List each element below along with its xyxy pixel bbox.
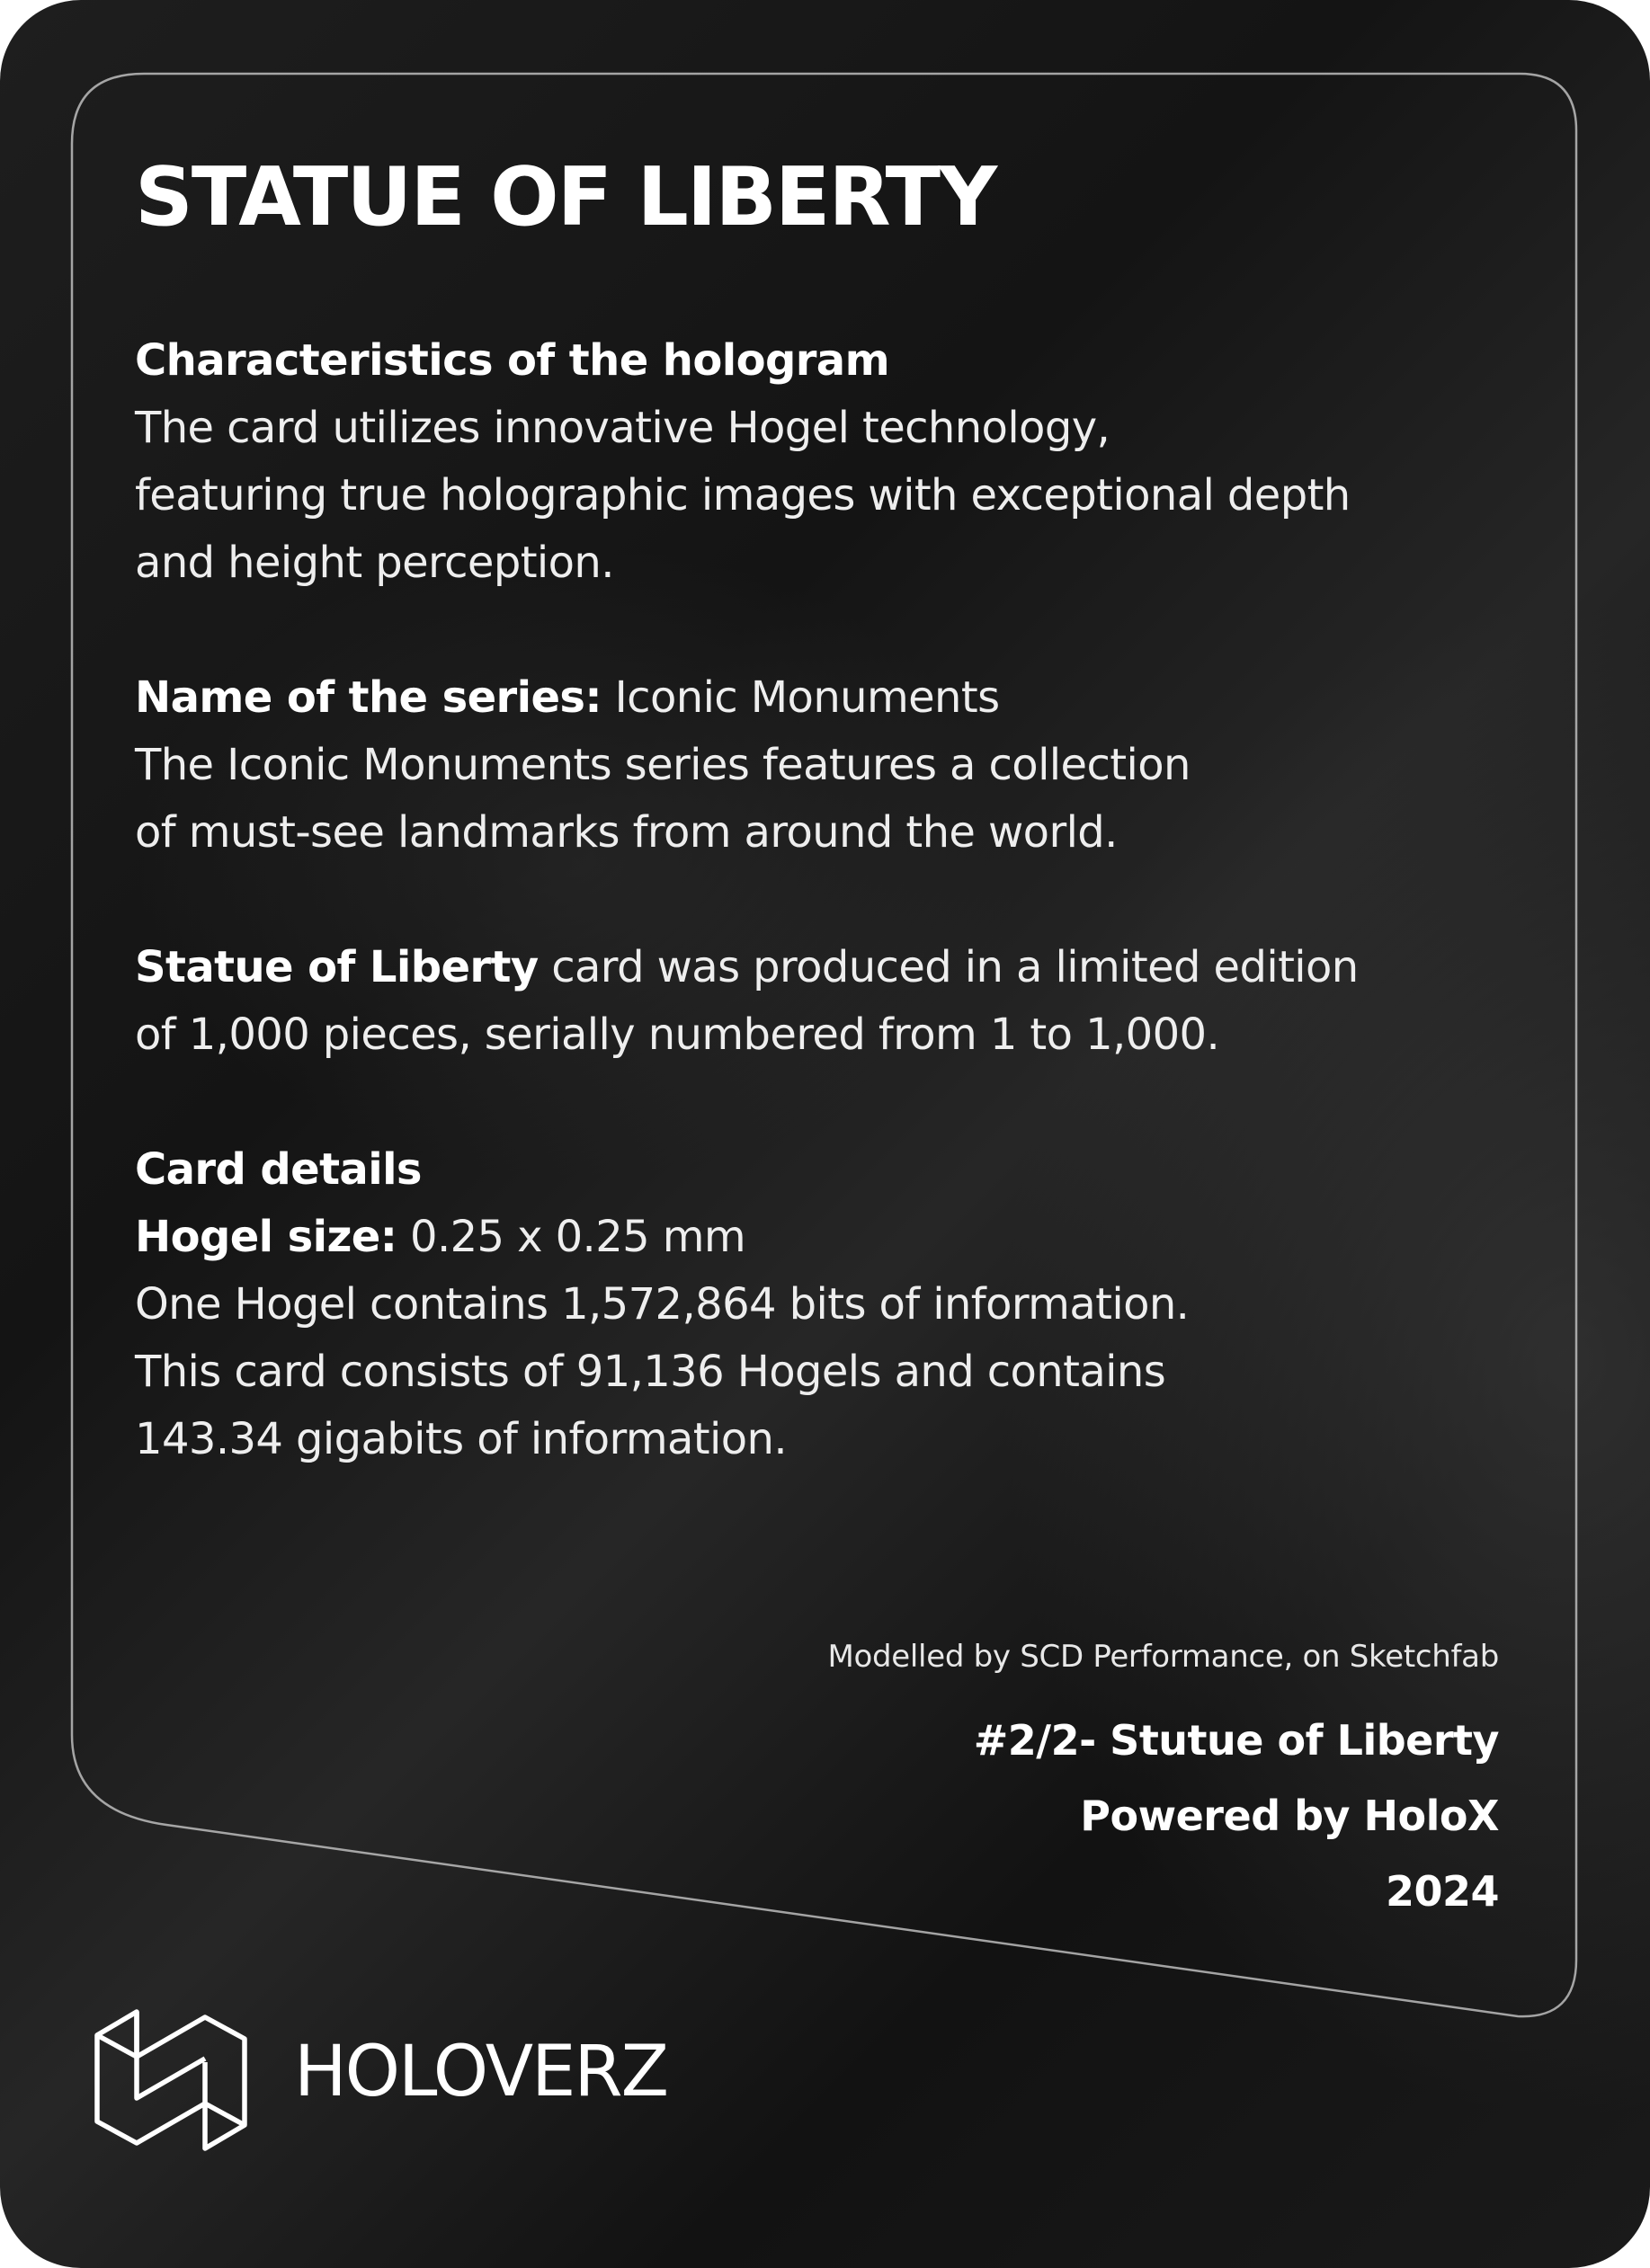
hologram-line: The card utilizes innovative Hogel technology, bbox=[135, 403, 1110, 453]
hogel-size-row bbox=[135, 1204, 1484, 1271]
hologram-line: and height perception. bbox=[135, 538, 614, 588]
details-line: 143.34 gigabits of information. bbox=[135, 1414, 788, 1464]
hologram-heading: Characteristics of the hologram bbox=[135, 335, 890, 386]
series-label: Name of the series: bbox=[135, 672, 602, 723]
edition-text: card was produced in a limited edition bbox=[538, 942, 1359, 992]
details-heading: Card details bbox=[135, 1144, 422, 1195]
year-text: 2024 bbox=[1385, 1867, 1499, 1916]
series-name-row bbox=[135, 664, 1484, 732]
card-description bbox=[135, 327, 1484, 1473]
hogel-size-value: 0.25 x 0.25 mm bbox=[397, 1212, 746, 1262]
card-title: STATUE OF LIBERTY bbox=[135, 150, 996, 245]
holoverz-logo-icon bbox=[90, 1992, 252, 2168]
series-line: of must-see landmarks from around the world. bbox=[135, 807, 1118, 858]
details-line: One Hogel contains 1,572,864 bits of information. bbox=[135, 1279, 1190, 1330]
edition-row bbox=[135, 934, 1484, 1001]
series-value: Iconic Monuments bbox=[601, 672, 1000, 723]
edition-line: of 1,000 pieces, serially numbered from 1 to 1,000. bbox=[135, 1009, 1220, 1060]
credits-block bbox=[827, 1634, 1499, 1929]
powered-by-text: Powered by HoloX bbox=[1080, 1792, 1499, 1840]
brand-name: HOLOVERZ bbox=[294, 2032, 668, 2112]
edition-label: #2/2- Stutue of Liberty bbox=[973, 1716, 1499, 1765]
hogel-size-label: Hogel size: bbox=[135, 1212, 397, 1262]
series-line: The Iconic Monuments series features a collection bbox=[135, 740, 1191, 790]
details-line: This card consists of 91,136 Hogels and contains bbox=[135, 1347, 1166, 1397]
modelled-by-text: Modelled by SCD Performance, on Sketchfab bbox=[827, 1639, 1499, 1675]
edition-card-name: Statue of Liberty bbox=[135, 942, 539, 992]
hologram-line: featuring true holographic images with exceptional depth bbox=[135, 470, 1351, 520]
